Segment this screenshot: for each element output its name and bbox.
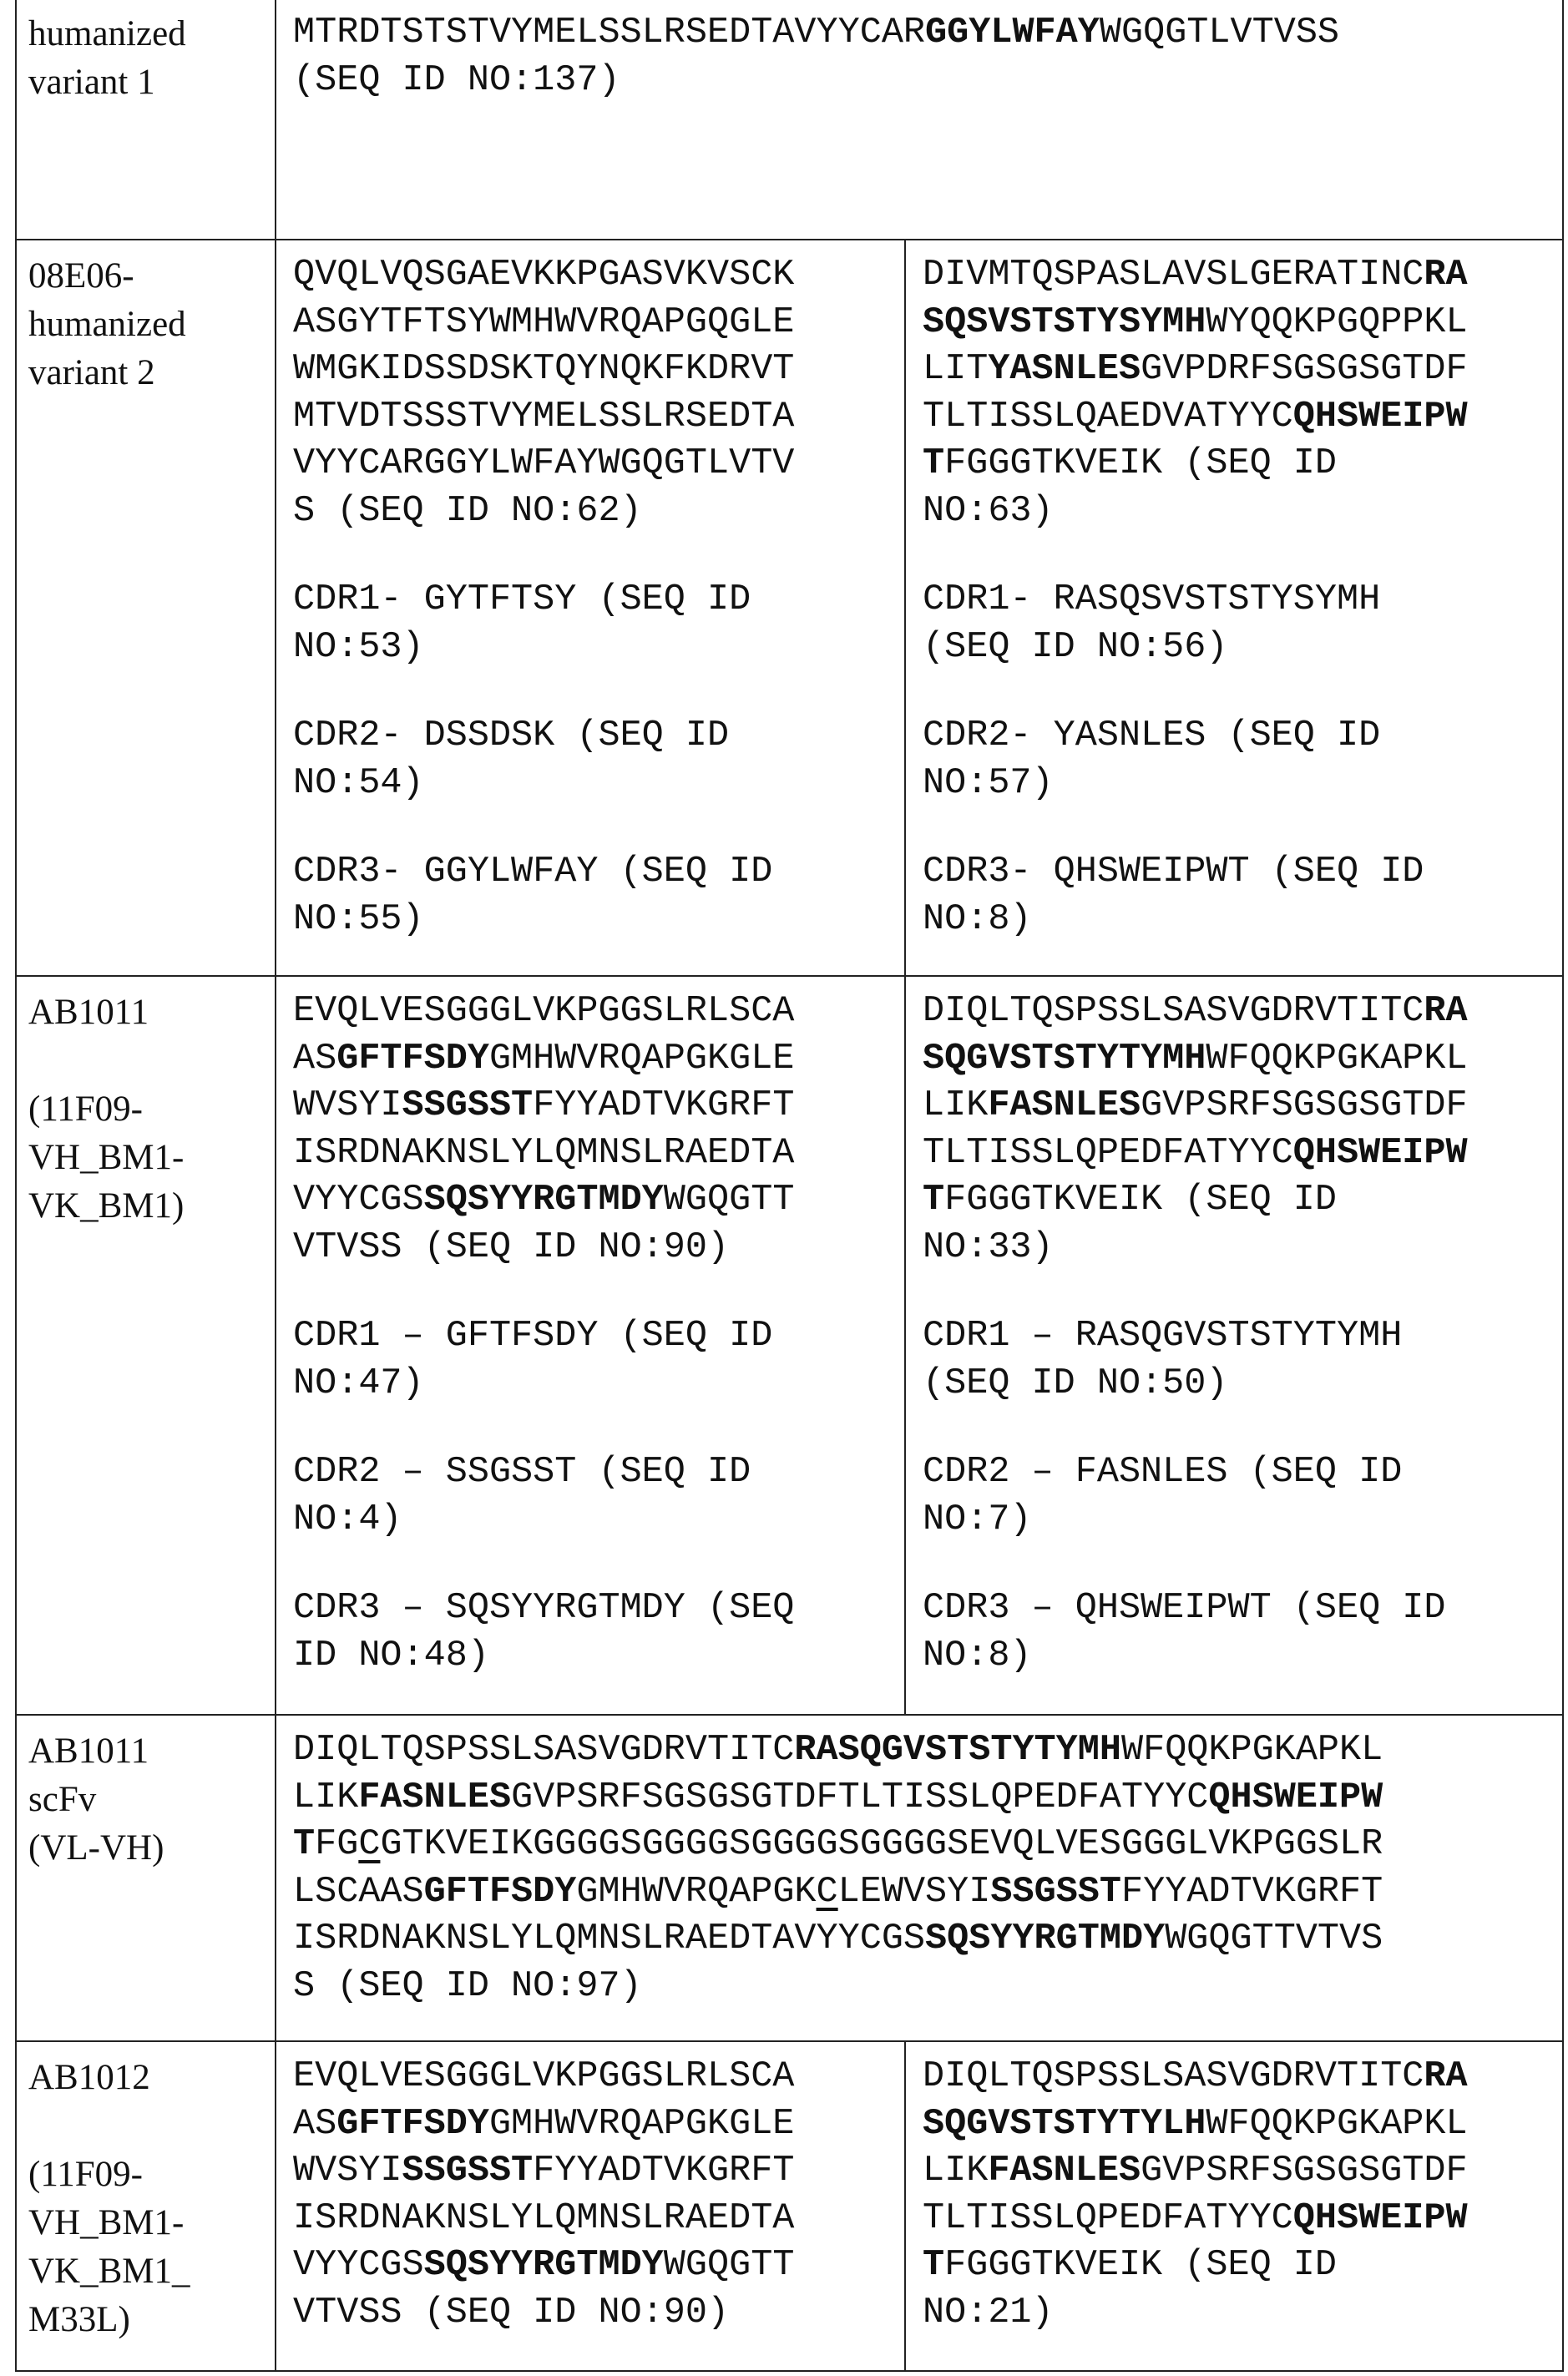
sequence-text: ASGYTFTSYWMHWVRQAPGQGLE (293, 302, 794, 343)
sequence-line (293, 1964, 1545, 2011)
cdr-highlight: GFTFSDY (336, 1039, 489, 1079)
sequence-text: WGQGTT (664, 2245, 795, 2286)
sequence-text: S (SEQ ID NO:97) (293, 1966, 642, 2007)
sequence-text: CDR2 – SSGSST (SEQ ID (293, 1452, 751, 1493)
antibody-name-cell (16, 1715, 276, 2041)
sequence-text: LEWVSYI (838, 1872, 991, 1913)
cdr-paragraph (293, 577, 888, 671)
antibody-name-line: variant 1 (28, 58, 258, 107)
cdr-highlight: QHSWEIPW (1293, 1133, 1468, 1174)
sequence-text: GVPDRFSGSGSGTDF (1141, 349, 1468, 390)
sequence-text: FGGGTKVEIK (SEQ ID (944, 2245, 1337, 2286)
sequence-line (293, 1727, 1545, 1775)
sequence-line (923, 488, 1545, 536)
sequence-line (293, 988, 888, 1036)
sequence-text: NO:63) (923, 491, 1054, 532)
sequence-table (15, 0, 1564, 2372)
sequence-line (293, 300, 888, 347)
sequence-line (923, 300, 1545, 347)
heavy-chain-cell (276, 240, 905, 976)
cdr-highlight: RA (1424, 2056, 1467, 2097)
cdr-paragraph (923, 849, 1545, 943)
sequence-text: DIQLTQSPSSLSASVGDRVTITC (923, 991, 1424, 1032)
sequence-text: WFQQKPGKAPKL (1206, 1039, 1467, 1079)
sequence-line (293, 577, 888, 624)
sequence-line (923, 394, 1545, 442)
sequence-line (293, 849, 888, 897)
sequence-line (923, 1449, 1545, 1497)
sequence-text: LIK (923, 1085, 988, 1126)
sequence-line (293, 1083, 888, 1130)
sequence-text: CDR3 – QHSWEIPWT (SEQ ID (923, 1588, 1446, 1629)
cdr-paragraph (923, 1449, 1545, 1544)
sequence-line (293, 1449, 888, 1497)
sequence-line (293, 2148, 888, 2196)
cdr-highlight: QHSWEIPW (1293, 397, 1468, 437)
antibody-name-line: AB1011 (28, 1727, 258, 1776)
sequence-line (293, 1775, 1545, 1822)
table-row (16, 0, 1563, 240)
sequence-line (923, 1313, 1545, 1361)
sequence-line (923, 1130, 1545, 1178)
antibody-name-line: humanized (28, 10, 258, 58)
antibody-name-line (28, 2102, 258, 2151)
cdr-highlight: SQSVSTSTYSYMH (923, 302, 1206, 343)
light-chain-cell (905, 240, 1563, 976)
antibody-name-line: (11F09- (28, 2151, 258, 2199)
cdr-highlight: SSGSST (402, 2151, 534, 2191)
sequence-text: CDR2 – FASNLES (SEQ ID (923, 1452, 1402, 1493)
sequence-line (923, 849, 1545, 897)
sequence-line (293, 1225, 888, 1272)
cdr-highlight: GGYLWFAY (925, 13, 1100, 53)
antibody-name-line: VK_BM1) (28, 1182, 258, 1231)
sequence-text: DIQLTQSPSSLSASVGDRVTITC (923, 2056, 1424, 2097)
sequence-text: NO:53) (293, 627, 424, 668)
sequence-text: LIK (293, 1777, 358, 1818)
sequence-text: TLTISSLQAEDVATYYC (923, 397, 1293, 437)
sequence-text: FGGGTKVEIK (SEQ ID (944, 1180, 1337, 1221)
sequence-text: ID NO:48) (293, 1635, 489, 1676)
cdr-highlight: SSGSST (990, 1872, 1121, 1913)
cdr-highlight: FASNLES (358, 1777, 511, 1818)
sequence-text: WGQGTLVTVSS (1100, 13, 1339, 53)
cdr-paragraph (293, 713, 888, 807)
sequence-text: NO:47) (293, 1363, 424, 1404)
sequence-line (923, 2196, 1545, 2243)
sequence-text: EVQLVESGGGLVKPGGSLRLSCA (293, 991, 794, 1032)
sequence-line (293, 488, 888, 536)
sequence-line (293, 58, 1545, 105)
sequence-line (293, 713, 888, 761)
cdr-highlight: SSGSST (402, 1085, 534, 1126)
sequence-text: EVQLVESGGGLVKPGGSLRLSCA (293, 2056, 794, 2097)
cdr-paragraph (923, 1313, 1545, 1408)
cdr-highlight: T (923, 1180, 944, 1221)
sequence-paragraph (293, 988, 888, 1271)
sequence-text: CDR3- GGYLWFAY (SEQ ID (293, 852, 772, 892)
sequence-line (293, 897, 888, 944)
sequence-line (923, 577, 1545, 624)
sequence-text: LIT (923, 349, 988, 390)
antibody-name-line: AB1011 (28, 988, 258, 1037)
sequence-line (293, 1585, 888, 1633)
sequence-text: QVQLVQSGAEVKKPGASVKVSCK (293, 255, 794, 296)
sequence-text: NO:4) (293, 1499, 402, 1540)
sequence-text: MTRDTSTSTVYMELSSLRSEDTAVYYCAR (293, 13, 925, 53)
sequence-cell (276, 1715, 1563, 2041)
light-chain-cell (905, 976, 1563, 1715)
antibody-name-line: 08E06- (28, 252, 258, 301)
sequence-text: ISRDNAKNSLYLQMNSLRAEDTA (293, 1133, 794, 1174)
antibody-name-line: M33L) (28, 2296, 258, 2344)
sequence-line (923, 1497, 1545, 1544)
cdr-highlight: T (293, 1824, 315, 1865)
sequence-text: S (SEQ ID NO:62) (293, 491, 642, 532)
sequence-line (293, 2101, 888, 2149)
sequence-line (293, 1313, 888, 1361)
antibody-name-cell (16, 976, 276, 1715)
sequence-text: (SEQ ID NO:137) (293, 60, 620, 101)
sequence-line (923, 2148, 1545, 2196)
sequence-text: DIVMTQSPASLAVSLGERATINC (923, 255, 1424, 296)
cdr-highlight: T (923, 2245, 944, 2286)
sequence-text: WGQGTT (664, 1180, 795, 1221)
sequence-text: VTVSS (SEQ ID NO:90) (293, 1227, 729, 1268)
cdr-highlight: QHSWEIPW (1293, 2198, 1468, 2239)
sequence-text: FG (315, 1824, 358, 1865)
sequence-line (293, 1036, 888, 1084)
sequence-table-body (16, 0, 1563, 2371)
sequence-text: NO:57) (923, 763, 1054, 804)
sequence-text: WGQGTTVTVS (1165, 1918, 1383, 1959)
light-chain-cell (905, 2041, 1563, 2371)
sequence-text: VTVSS (SEQ ID NO:90) (293, 2293, 729, 2333)
sequence-line (293, 2290, 888, 2338)
sequence-paragraph (293, 1727, 1545, 2010)
cdr-paragraph (923, 713, 1545, 807)
sequence-text: GTKVEIKGGGGSGGGGSGGGGSGGGGSEVQLVESGGGLVKPGGSLR (380, 1824, 1383, 1865)
sequence-text: WVSYI (293, 1085, 402, 1126)
sequence-line (293, 252, 888, 300)
sequence-line (923, 897, 1545, 944)
sequence-text: GVPSRFSGSGSGTDF (1141, 2151, 1468, 2191)
sequence-line (293, 1497, 888, 1544)
sequence-line (923, 1585, 1545, 1633)
sequence-text: FYYADTVKGRFT (1121, 1872, 1383, 1913)
sequence-text: WFQQKPGKAPKL (1121, 1730, 1383, 1771)
sequence-line (923, 988, 1545, 1036)
antibody-name-line (28, 1037, 258, 1085)
cdr-highlight: RASQGVSTSTYTYMH (794, 1730, 1121, 1771)
sequence-line (923, 441, 1545, 488)
sequence-text: FGGGTKVEIK (SEQ ID (944, 443, 1337, 484)
antibody-name-line: variant 2 (28, 349, 258, 397)
sequence-text: FYYADTVKGRFT (533, 2151, 794, 2191)
sequence-cell (276, 0, 1563, 240)
mutation-underline: C (358, 1824, 380, 1865)
cdr-highlight: FASNLES (988, 2151, 1141, 2191)
sequence-text: CDR1- RASQSVSTSTYSYMH (923, 579, 1380, 620)
sequence-text: FYYADTVKGRFT (533, 1085, 794, 1126)
table-row (16, 2041, 1563, 2371)
sequence-text: CDR1- GYTFTSY (SEQ ID (293, 579, 751, 620)
antibody-name-line: AB1012 (28, 2054, 258, 2102)
sequence-text: CDR1 – RASQGVSTSTYTYMH (923, 1316, 1402, 1357)
cdr-highlight: FASNLES (988, 1085, 1141, 1126)
cdr-highlight: T (923, 443, 944, 484)
sequence-text: TLTISSLQPEDFATYYC (923, 1133, 1293, 1174)
sequence-text: WVSYI (293, 2151, 402, 2191)
sequence-line (293, 1869, 1545, 1917)
sequence-line (293, 441, 888, 488)
cdr-paragraph (293, 1449, 888, 1544)
cdr-highlight: GFTFSDY (336, 2104, 489, 2145)
sequence-line (923, 2054, 1545, 2101)
cdr-highlight: YASNLES (988, 349, 1141, 390)
sequence-paragraph (923, 988, 1545, 1271)
antibody-name-line: humanized (28, 301, 258, 349)
cdr-highlight: RA (1424, 255, 1467, 296)
cdr-highlight: SQSYYRGTMDY (424, 1180, 664, 1221)
sequence-text: CDR2- DSSDSK (SEQ ID (293, 715, 729, 756)
sequence-line (923, 713, 1545, 761)
sequence-text: LSCAAS (293, 1872, 424, 1913)
table-row (16, 976, 1563, 1715)
cdr-paragraph (923, 1585, 1545, 1680)
sequence-text: GVPSRFSGSGSGTDFTLTISSLQPEDFATYYC (511, 1777, 1208, 1818)
sequence-text: GMHWVRQAPGKGLE (489, 2104, 794, 2145)
table-row (16, 240, 1563, 976)
sequence-line (293, 1130, 888, 1178)
sequence-text: ISRDNAKNSLYLQMNSLRAEDTA (293, 2198, 794, 2239)
sequence-line (293, 10, 1545, 58)
sequence-text: GVPSRFSGSGSGTDF (1141, 1085, 1468, 1126)
sequence-text: MTVDTSSSTVYMELSSLRSEDTA (293, 397, 794, 437)
cdr-highlight: SQGVSTSTYTYLH (923, 2104, 1206, 2145)
cdr-paragraph (293, 849, 888, 943)
sequence-text: (SEQ ID NO:56) (923, 627, 1227, 668)
cdr-highlight: GFTFSDY (424, 1872, 577, 1913)
mutation-underline: C (817, 1872, 838, 1913)
sequence-text: CDR3- QHSWEIPWT (SEQ ID (923, 852, 1424, 892)
sequence-line (293, 1177, 888, 1225)
sequence-text: NO:8) (923, 1635, 1032, 1676)
sequence-text: VYYCARGGYLWFAYWGQGTLVTV (293, 443, 794, 484)
sequence-line (923, 1225, 1545, 1272)
cdr-paragraph (293, 1585, 888, 1680)
sequence-line (923, 1036, 1545, 1084)
heavy-chain-cell (276, 976, 905, 1715)
antibody-name-line: VH_BM1- (28, 2199, 258, 2247)
sequence-text: (SEQ ID NO:50) (923, 1363, 1227, 1404)
sequence-line (923, 2101, 1545, 2149)
sequence-line (293, 624, 888, 672)
antibody-name-cell (16, 2041, 276, 2371)
sequence-text: CDR2- YASNLES (SEQ ID (923, 715, 1380, 756)
heavy-chain-cell (276, 2041, 905, 2371)
sequence-line (293, 1633, 888, 1681)
sequence-text: ISRDNAKNSLYLQMNSLRAEDTAVYYCGS (293, 1918, 925, 1959)
sequence-text: WMGKIDSSDSKTQYNQKFKDRVT (293, 349, 794, 390)
cdr-highlight: SQSYYRGTMDY (925, 1918, 1165, 1959)
sequence-text: NO:33) (923, 1227, 1054, 1268)
sequence-paragraph (293, 252, 888, 535)
sequence-line (923, 2242, 1545, 2290)
cdr-highlight: SQSYYRGTMDY (424, 2245, 664, 2286)
antibody-name-line: VK_BM1_ (28, 2247, 258, 2296)
sequence-text: TLTISSLQPEDFATYYC (923, 2198, 1293, 2239)
antibody-name-line: (VL-VH) (28, 1824, 258, 1873)
cdr-paragraph (923, 577, 1545, 671)
sequence-paragraph (293, 10, 1545, 104)
sequence-line (293, 1822, 1545, 1869)
sequence-line (923, 1361, 1545, 1408)
sequence-text: DIQLTQSPSSLSASVGDRVTITC (293, 1730, 794, 1771)
sequence-text: NO:7) (923, 1499, 1032, 1540)
sequence-line (293, 346, 888, 394)
cdr-highlight: RA (1424, 991, 1467, 1032)
sequence-text: NO:55) (293, 899, 424, 940)
sequence-text: GMHWVRQAPGKGLE (489, 1039, 794, 1079)
sequence-line (293, 1916, 1545, 1964)
antibody-name-line: VH_BM1- (28, 1134, 258, 1182)
sequence-line (923, 1083, 1545, 1130)
cdr-highlight: QHSWEIPW (1208, 1777, 1383, 1818)
sequence-paragraph (293, 2054, 888, 2337)
sequence-line (293, 2054, 888, 2101)
sequence-line (923, 761, 1545, 808)
sequence-text: WYQQKPGQPPKL (1206, 302, 1467, 343)
sequence-text: VYYCGS (293, 1180, 424, 1221)
sequence-text: GMHWVRQAPGK (576, 1872, 816, 1913)
sequence-text: NO:21) (923, 2293, 1054, 2333)
cdr-paragraph (293, 1313, 888, 1408)
sequence-line (923, 2290, 1545, 2338)
antibody-name-line: scFv (28, 1776, 258, 1824)
antibody-name-line: (11F09- (28, 1085, 258, 1134)
sequence-line (923, 624, 1545, 672)
sequence-line (293, 2242, 888, 2290)
antibody-name-cell (16, 0, 276, 240)
sequence-text: WFQQKPGKAPKL (1206, 2104, 1467, 2145)
sequence-text: AS (293, 2104, 336, 2145)
sequence-line (923, 252, 1545, 300)
sequence-text: CDR1 – GFTFSDY (SEQ ID (293, 1316, 772, 1357)
sequence-line (293, 2196, 888, 2243)
sequence-text: AS (293, 1039, 336, 1079)
sequence-text: VYYCGS (293, 2245, 424, 2286)
cdr-highlight: SQGVSTSTYTYMH (923, 1039, 1206, 1079)
sequence-text: CDR3 – SQSYYRGTMDY (SEQ (293, 1588, 794, 1629)
sequence-paragraph (923, 2054, 1545, 2337)
table-row (16, 1715, 1563, 2041)
sequence-text: NO:8) (923, 899, 1032, 940)
sequence-line (923, 1633, 1545, 1681)
sequence-line (293, 761, 888, 808)
sequence-text: LIK (923, 2151, 988, 2191)
sequence-line (923, 346, 1545, 394)
sequence-line (293, 1361, 888, 1408)
antibody-name-cell (16, 240, 276, 976)
sequence-text: NO:54) (293, 763, 424, 804)
sequence-line (923, 1177, 1545, 1225)
sequence-paragraph (923, 252, 1545, 535)
sequence-line (293, 394, 888, 442)
